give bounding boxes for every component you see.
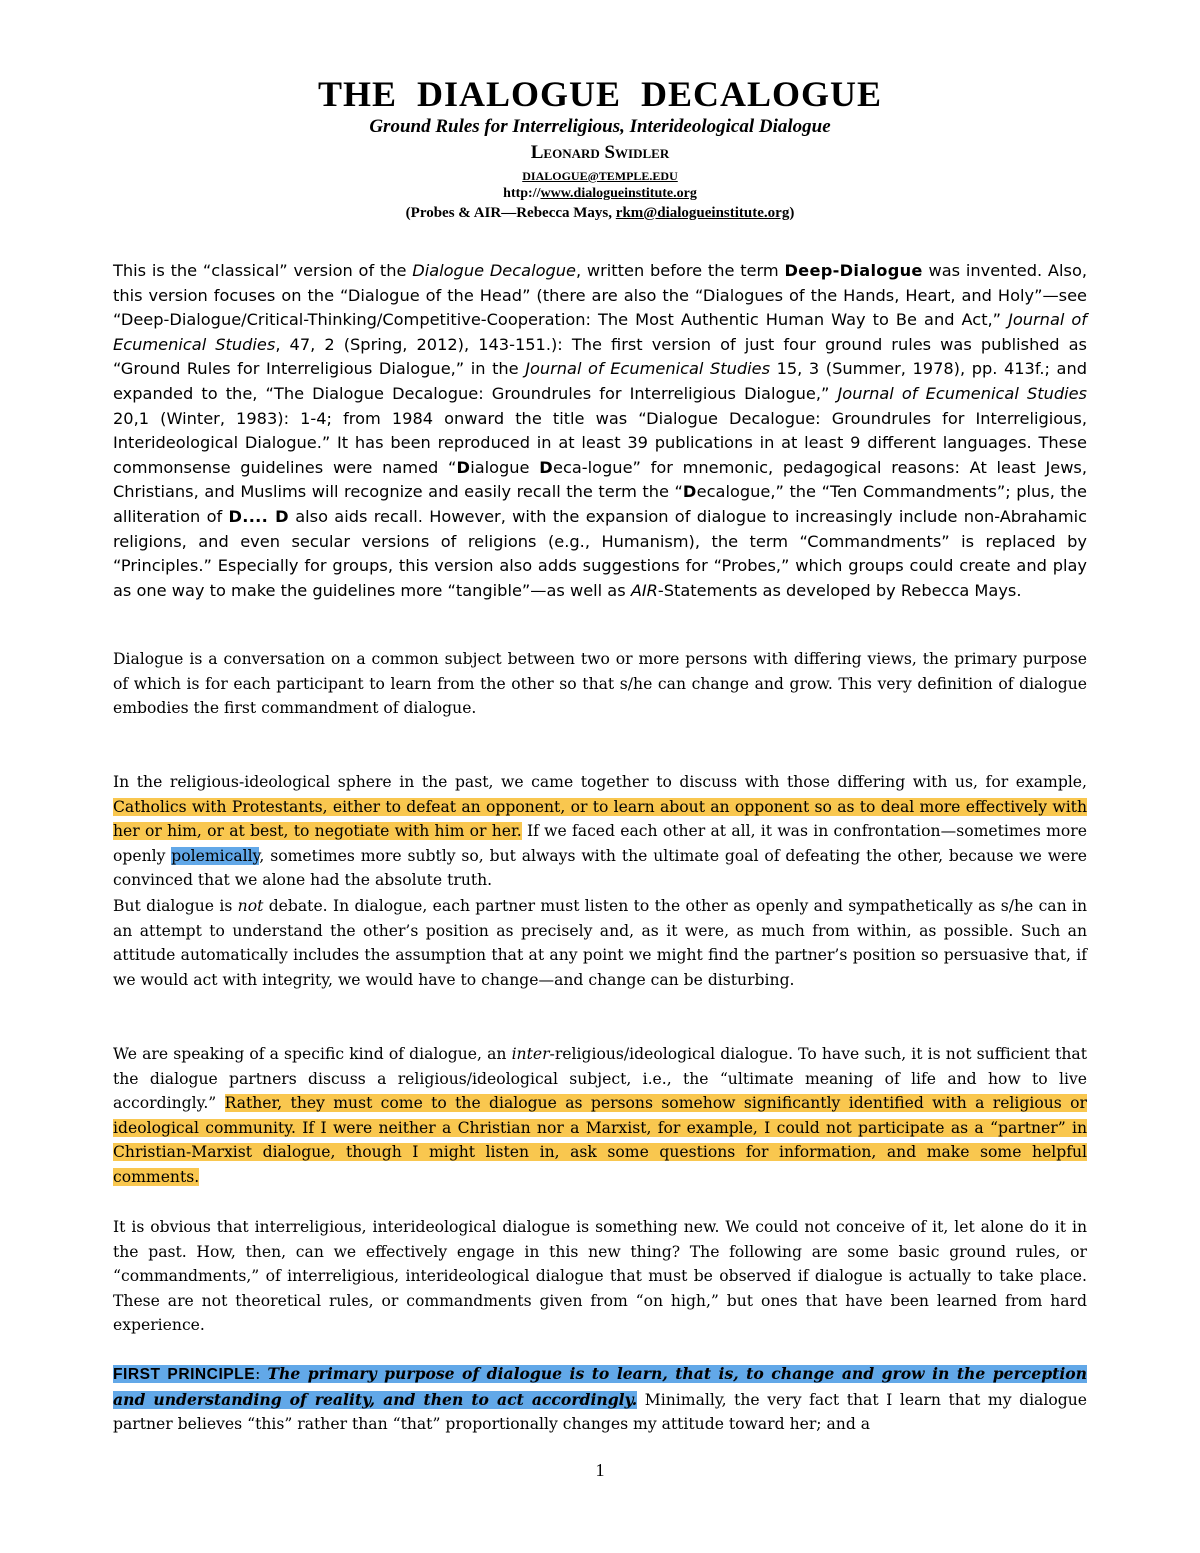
- intro-text: ecalogue,” the “Ten Commandments”; plus, the alliteration of: [113, 482, 1087, 526]
- paragraph-text: Minimally, the very fact that I learn that my dialogue partner believes “this” rather than “that” proportionally changes my attitude toward her; and a: [113, 1390, 1087, 1434]
- intro-bold-letter: D: [456, 457, 471, 477]
- intro-text: 15, 3 (Summer, 1978), pp. 413f.; and expanded to the, “The Dialogue Decalogue: Groundrules for Interreligious Dialogue,”: [113, 359, 1087, 403]
- yellow-highlight: Rather, they must come to the dialogue as persons somehow significantly identified with a religious or ideological community. If I were neither a Christian nor a Marxist, for example, I could not participate as a “partner” in Christian-Marxist dialogue, though I might listen in, ask some questions for information, and make some helpful comments.: [113, 1094, 1087, 1186]
- author-email[interactable]: DIALOGUE@TEMPLE.EDU: [522, 169, 678, 183]
- intro-text: -Statements as developed by Rebecca Mays.: [657, 580, 1022, 600]
- paragraph-text: In the religious-ideological sphere in the past, we came together to discuss with those differing with us, for example,: [113, 773, 1087, 791]
- intro-text: This is the “classical” version of the: [113, 261, 413, 280]
- italic-emphasis: inter: [511, 1045, 550, 1063]
- first-principle-label: FIRST PRINCIPLE: [113, 1366, 256, 1383]
- intro-bold-letters: D.... D: [228, 506, 289, 526]
- url-prefix: http://: [503, 186, 541, 201]
- probes-email-link[interactable]: rkm@dialogueinstitute.org: [615, 205, 790, 221]
- ground-rules-paragraph: It is obvious that interreligious, interideological dialogue is something new. We could not conceive of it, let alone do it in the past. How, then, can we effectively engage in this new thing? The following are some basic ground rules, or “commandments,” of interreligious, interideological dialogue that must be observed if dialogue is actually to take place. These are not theoretical rules, or commandments given from “on high,” but ones that have been learned from hard experience.: [113, 1218, 1087, 1335]
- probes-credit-line: [0, 203, 1200, 223]
- document-subtitle: Ground Rules for Interreligious, Interideological Dialogue: [369, 116, 831, 137]
- debate-paragraph: [113, 894, 1087, 992]
- intro-text: 20,1 (Winter, 1983): 1-4; from 1984 onward the title was “Dialogue Decalogue: Groundrules for Interreligious, Interideological Dialogue.” It has been reproduced in at least 39 publications in at least 9 different languages. These commonsense guidelines were named “: [113, 408, 1087, 477]
- intro-journal-title: Journal of Ecumenical Studies: [837, 383, 1087, 403]
- definition-paragraph: Dialogue is a conversation on a common subject between two or more persons with differing views, the primary purpose of which is for each participant to learn from the other so that s/he can change and grow. This very definition of dialogue embodies the first commandment of dialogue.: [113, 650, 1087, 718]
- paragraph-text: debate. In dialogue, each partner must listen to the other as openly and sympathetically as s/he can in an attempt to understand the other’s position as precisely and, as it were, as much from within, as possible. Such an attitude automatically includes the assumption that at any point we might find the partner’s position so persuasive that, if we would act with integrity, we would have to change—and change can be disturbing.: [113, 897, 1088, 989]
- paragraph-text: , sometimes more subtly so, but always with the ultimate goal of defeating the other, because we were convinced that we alone had the absolute truth.: [113, 846, 1087, 890]
- intro-journal-title: Journal of Ecumenical Studies: [525, 359, 771, 379]
- intro-italic-title: Dialogue Decalogue: [412, 261, 576, 280]
- intro-text: , 47, 2 (Spring, 2012), 143-151.): The first version of just four ground rules was published as “Ground Rules for Interreligious Dialogue,” in the: [113, 334, 1087, 379]
- yellow-highlight: Catholics with Protestants, either to defeat an opponent, or to learn about an opponent so as to deal more effectively with her or him, or at best, to negotiate with him or her.: [113, 797, 1087, 841]
- website-link[interactable]: www.dialogueinstitute.org: [540, 186, 697, 201]
- first-principle-paragraph: [113, 1362, 1087, 1437]
- website-line: [0, 185, 1200, 203]
- blue-highlight: polemically: [171, 846, 260, 865]
- intro-text: eca-logue” for mnemonic, pedagogical reasons: At least Jews, Christians, and Muslims will recognize and easily recall the term the “: [113, 457, 1088, 502]
- first-principle-statement: The primary purpose of dialogue is to learn, that is, to change and grow in the perception and understanding of reality, and then to act accordingly.: [113, 1364, 1087, 1409]
- page-number: 1: [595, 1460, 605, 1480]
- author-name: Leonard Swidler: [530, 142, 670, 163]
- intro-text: was invented. Also, this version focuses on the “Dialogue of the Head” (there are also the “Dialogues of the Hands, Heart, and Holy”—see “Deep-Dialogue/Critical-Thinking/Competitive-Cooperation: The Most Authentic Human Way to Be and Act,”: [113, 261, 1087, 330]
- paragraph-text: -religious/ideological dialogue. To have such, it is not sufficient that the dialogue partners discuss a religious/ideological subject, i.e., the “ultimate meaning of life and how to live accordingly.”: [113, 1045, 1087, 1113]
- interreligious-paragraph: [113, 1042, 1087, 1190]
- history-paragraph: [113, 770, 1087, 893]
- paragraph-text: If we faced each other at all, it was in confrontation—sometimes more openly: [113, 822, 1087, 865]
- intro-journal-title: Journal of Ecumenical Studies: [113, 310, 1087, 354]
- probes-suffix: ): [789, 205, 795, 221]
- paragraph-text: We are speaking of a specific kind of dialogue, an: [113, 1045, 512, 1063]
- paragraph-text: :: [255, 1365, 268, 1383]
- probes-prefix: (Probes & AIR—Rebecca Mays,: [405, 205, 616, 221]
- intro-text: ialogue: [470, 457, 540, 477]
- intro-text: also aids recall. However, with the expansion of dialogue to increasingly include non-Abrahamic religions, and even secular versions of religions (e.g., Humanism), the term “Commandments” is replaced by “Principles.” Especially for groups, this version also adds suggestions for “Probes,” which groups could create and play as one way to make the guidelines more “tangible”—as well as: [113, 506, 1087, 600]
- document-title: THE DIALOGUE DECALOGUE: [317, 74, 883, 114]
- intro-paragraph: [113, 259, 1087, 603]
- intro-italic-air: AIR: [630, 580, 658, 600]
- paragraph-text: But dialogue is: [113, 897, 238, 915]
- intro-bold-term: Deep-Dialogue: [784, 261, 923, 280]
- intro-bold-letter: D: [539, 457, 554, 477]
- document-header: [0, 74, 1200, 223]
- italic-emphasis: not: [237, 897, 264, 915]
- intro-text: , written before the term: [575, 261, 785, 280]
- intro-bold-letter: D: [682, 482, 697, 502]
